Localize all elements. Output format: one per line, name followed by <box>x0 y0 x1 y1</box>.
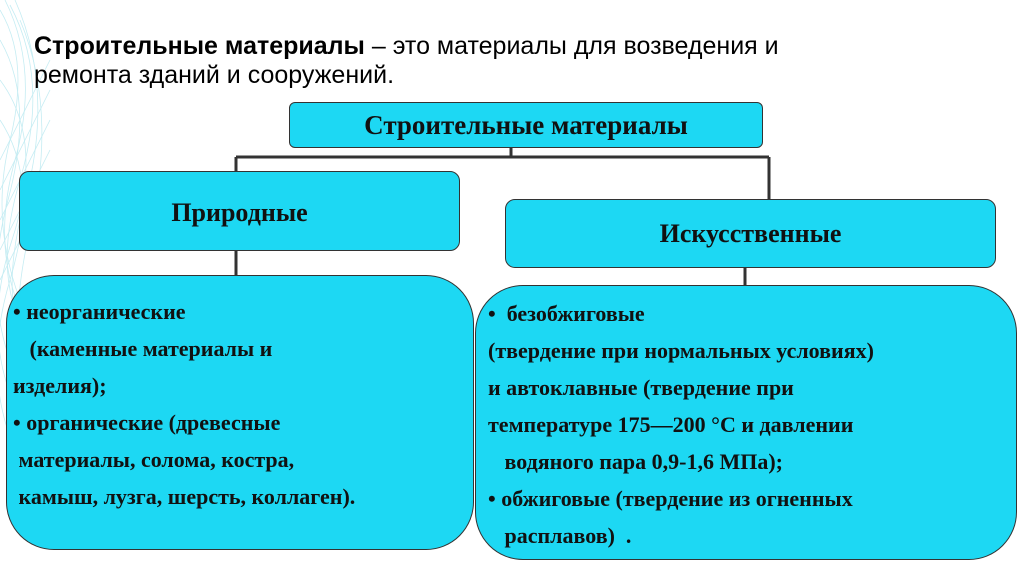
list-item: материалы, солома, костра, <box>13 447 295 472</box>
root-node-building-materials <box>289 102 763 148</box>
list-item: • безобжиговые <box>488 301 645 326</box>
list-item: водяного пара 0,9-1,6 МПа); <box>488 449 784 474</box>
node-natural-label: Природные <box>171 198 308 227</box>
node-natural <box>19 171 460 251</box>
definition-body-line2: ремонта зданий и сооружений. <box>34 61 395 89</box>
list-item: • неорганические <box>13 299 186 324</box>
node-artificial-label: Искусственные <box>659 218 842 248</box>
list-item: расплавов) . <box>488 523 632 548</box>
root-node-label: Строительные материалы <box>364 109 688 140</box>
list-item: камыш, лузга, шерсть, коллаген). <box>13 484 356 509</box>
list-item: • органические (древесные <box>13 410 281 435</box>
definition-term: Строительные материалы <box>34 32 365 60</box>
definition-body: – это материалы для возведения и <box>364 32 779 60</box>
list-item: температуре 175―200 °С и давлении <box>488 412 854 437</box>
natural-materials-list <box>6 275 474 550</box>
node-artificial <box>505 199 996 268</box>
artificial-materials-list <box>475 285 1017 560</box>
list-item: изделия); <box>13 373 107 398</box>
list-item: (каменные материалы и <box>13 336 273 361</box>
list-item: • обжиговые (твердение из огненных <box>488 486 853 511</box>
list-item: и автоклавные (твердение при <box>488 375 794 400</box>
list-item: (твердение при нормальных условиях) <box>488 338 874 363</box>
